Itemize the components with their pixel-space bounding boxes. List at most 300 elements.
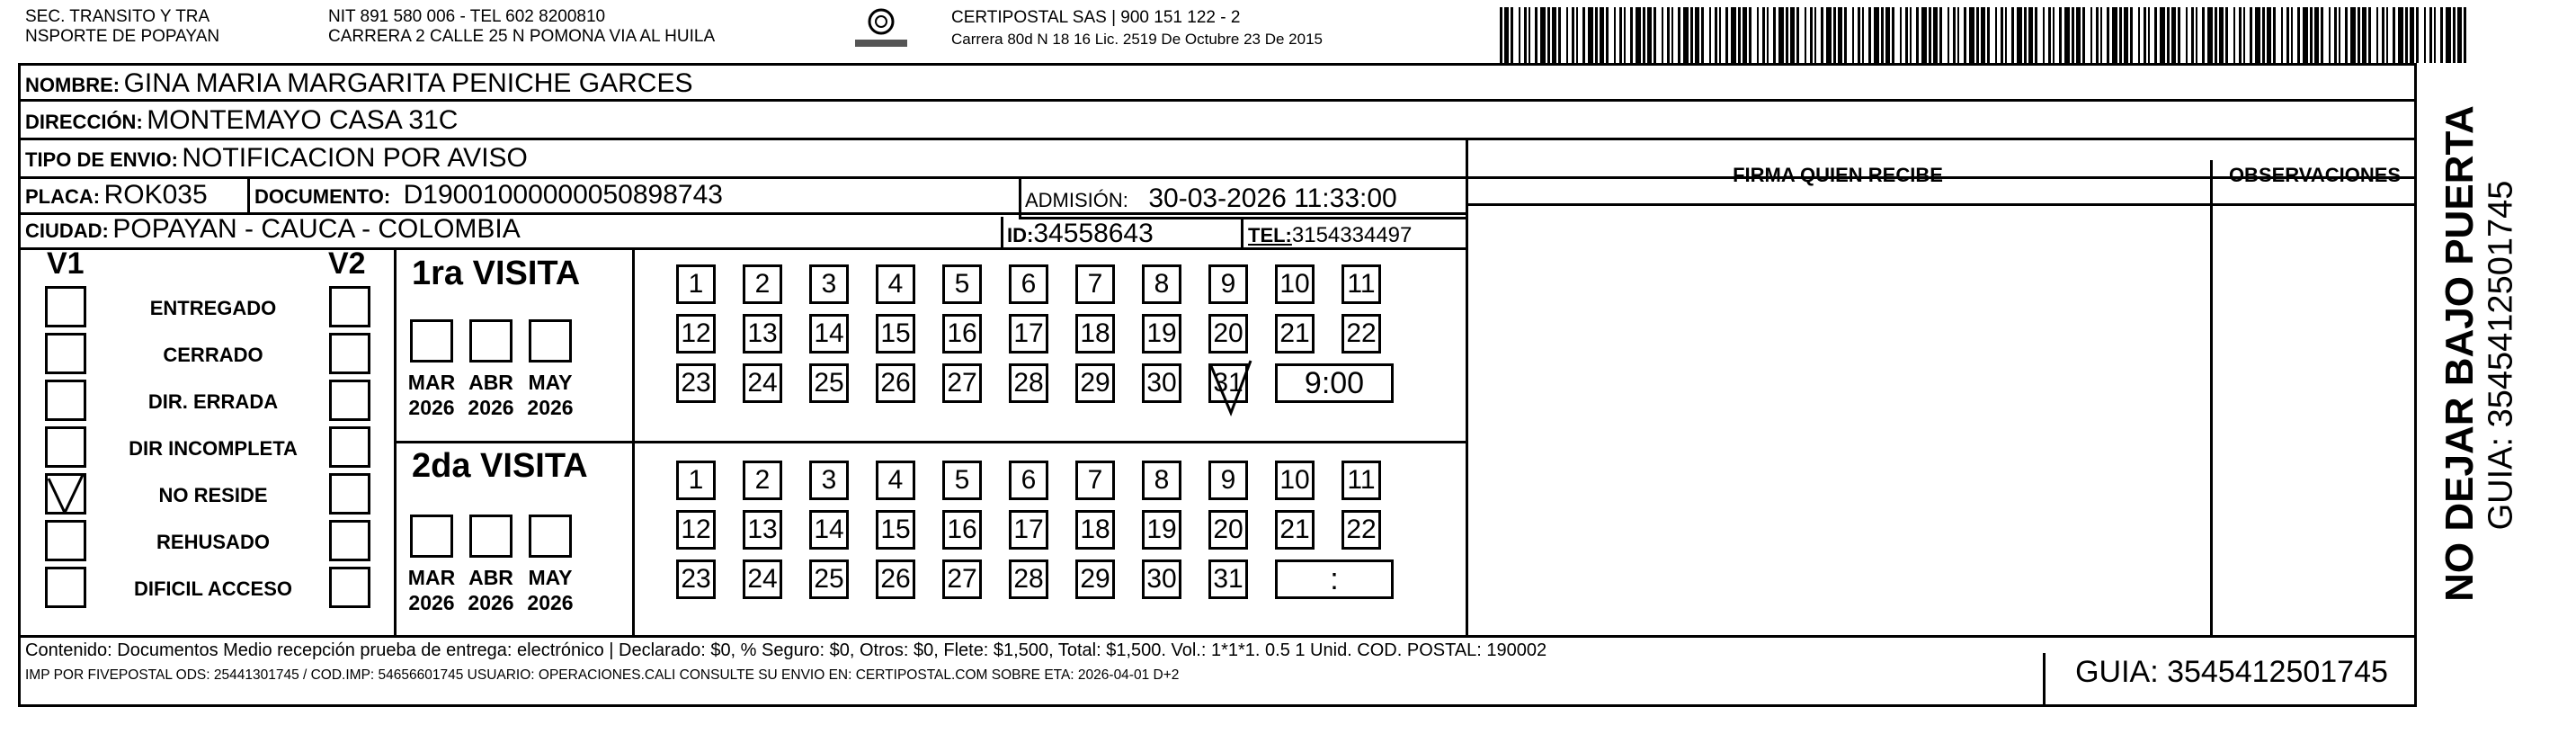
month-label: MAR 2026 xyxy=(407,371,456,419)
barcode-bar xyxy=(1821,7,1823,63)
second-visit-day-box[interactable]: 12 xyxy=(676,510,716,550)
barcode-bar xyxy=(1810,7,1813,63)
barcode-bar xyxy=(1881,7,1884,63)
barcode-bar xyxy=(2171,7,2176,63)
id-value: 34558643 xyxy=(1033,219,1154,248)
barcode-bar xyxy=(2339,7,2340,63)
barcode-bar xyxy=(2215,7,2217,63)
second-visit-day-box[interactable]: 29 xyxy=(1075,559,1115,599)
barcode-bar xyxy=(1695,7,1699,63)
first-visit-day-box[interactable]: 2 xyxy=(743,264,782,304)
month-checkbox-may[interactable] xyxy=(529,319,572,363)
tipo-value: NOTIFICACION POR AVISO xyxy=(182,143,528,173)
first-visit-day-box[interactable]: 21 xyxy=(1275,314,1315,354)
first-visit-day-box[interactable]: 13 xyxy=(743,314,782,354)
barcode-bar xyxy=(2048,7,2051,63)
first-visit-label: 1ra VISITA xyxy=(412,255,581,292)
barcode-bar xyxy=(1630,7,1633,63)
row-divider xyxy=(18,99,2417,102)
barcode-bar xyxy=(2310,7,2313,63)
barcode-bar xyxy=(1916,7,1919,63)
barcode-bar xyxy=(2112,7,2117,63)
barcode-bar xyxy=(2267,7,2271,63)
barcode-bar xyxy=(1743,7,1747,63)
v2-label: V2 xyxy=(328,246,366,281)
first-visit-day-box[interactable]: 24 xyxy=(743,363,782,403)
barcode-bar xyxy=(2024,7,2027,63)
barcode-bar xyxy=(1731,7,1736,63)
barcode-bar xyxy=(1582,7,1585,63)
barcode-bar xyxy=(1814,7,1816,63)
month-checkbox-may[interactable] xyxy=(529,515,572,558)
second-visit-day-box[interactable]: 13 xyxy=(743,510,782,550)
documento-row xyxy=(254,180,723,210)
barcode-bar xyxy=(2028,7,2033,63)
month-checkbox-abr[interactable] xyxy=(469,319,513,363)
first-visit-day-box[interactable]: 4 xyxy=(876,264,915,304)
status-label: DIR. ERRADA xyxy=(147,390,279,413)
first-visit-day-box[interactable]: 27 xyxy=(942,363,982,403)
second-visit-day-box[interactable]: 3 xyxy=(809,461,849,500)
barcode-bar xyxy=(2321,7,2323,63)
tel-row xyxy=(1248,223,1412,248)
footer-content: Contenido: Documentos Medio recepción prueba de entrega: electrónico | Declarado: $0, % Seguro: $0, Otros: $0, Flete: $1,500, Total: $1,500. Vol.: 1*1*1. 0.5 1 Unid. COD. POSTAL: 190002 xyxy=(25,640,1547,660)
first-visit-day-box[interactable]: 11 xyxy=(1341,264,1381,304)
barcode-bar xyxy=(1678,7,1680,63)
status-label: NO RESIDE xyxy=(158,484,268,506)
first-visit-day-box[interactable]: 20 xyxy=(1208,314,1248,354)
barcode-bar xyxy=(1636,7,1641,63)
barcode-bar xyxy=(2130,7,2133,63)
first-visit-time-box[interactable]: 9:00 xyxy=(1275,363,1394,403)
first-visit-day-box[interactable]: 17 xyxy=(1009,314,1048,354)
first-visit-day-box[interactable]: 8 xyxy=(1142,264,1181,304)
barcode-bar xyxy=(1885,7,1890,63)
barcode-bar xyxy=(2393,7,2395,63)
barcode-bar xyxy=(1767,7,1769,63)
barcode-bar xyxy=(2386,7,2388,63)
barcode-bar xyxy=(1858,7,1860,63)
barcode-bar xyxy=(2440,7,2443,63)
barcode-bar xyxy=(1786,7,1788,63)
barcode-bar xyxy=(2362,7,2367,63)
barcode-bar xyxy=(2281,7,2283,63)
barcode-bar xyxy=(2453,7,2456,63)
barcode-bar xyxy=(2017,7,2022,63)
observaciones-label: OBSERVACIONES xyxy=(2228,164,2402,186)
barcode-bar xyxy=(2429,7,2432,63)
barcode-bar xyxy=(1504,7,1509,63)
barcode-bar xyxy=(2043,7,2045,63)
second-visit-day-box[interactable]: 25 xyxy=(809,559,849,599)
barcode-bar xyxy=(1953,7,1956,63)
barcode-bar xyxy=(1900,7,1902,63)
barcode-bar xyxy=(2082,7,2085,63)
second-visit-day-box[interactable]: 24 xyxy=(743,559,782,599)
second-visit-day-box[interactable]: 17 xyxy=(1009,510,1048,550)
first-visit-day-box[interactable]: 14 xyxy=(809,314,849,354)
barcode-bar xyxy=(2035,7,2037,63)
day-mark-icon xyxy=(1204,357,1258,420)
barcode-bar xyxy=(2219,7,2224,63)
nombre-value: GINA MARIA MARGARITA PENICHE GARCES xyxy=(123,68,693,98)
row-divider xyxy=(394,441,1466,443)
barcode-bar xyxy=(1540,7,1546,63)
barcode-bar xyxy=(1969,7,1974,63)
barcode-bar xyxy=(1624,7,1626,63)
month-label: MAR 2026 xyxy=(407,566,456,614)
barcode-bar xyxy=(1683,7,1689,63)
second-visit-day-box[interactable]: 28 xyxy=(1009,559,1048,599)
barcode-bar xyxy=(1662,7,1663,63)
second-visit-day-box[interactable]: 19 xyxy=(1142,510,1181,550)
month-label: ABR 2026 xyxy=(468,371,514,419)
side-guia-block xyxy=(2474,117,2528,630)
barcode-bar xyxy=(1964,7,1966,63)
barcode-bar xyxy=(1667,7,1670,63)
barcode-bar xyxy=(1757,7,1759,63)
barcode-bar xyxy=(1701,7,1704,63)
v2-checkbox[interactable] xyxy=(329,380,370,421)
ciudad-row xyxy=(25,214,521,245)
barcode-bar xyxy=(2005,7,2007,63)
second-visit-day-box[interactable]: 27 xyxy=(942,559,982,599)
barcode-bar xyxy=(2286,7,2289,63)
barcode-bar xyxy=(2148,7,2150,63)
barcode-bar xyxy=(2144,7,2146,63)
barcode-bar xyxy=(2314,7,2319,63)
barcode-bar xyxy=(2225,7,2228,63)
tel-label: TEL: xyxy=(1248,224,1292,246)
second-visit-day-box[interactable]: 20 xyxy=(1208,510,1248,550)
v2-checkbox[interactable] xyxy=(329,567,370,608)
barcode-bar xyxy=(2250,7,2252,63)
sender-line2: NSPORTE DE POPAYAN xyxy=(25,27,220,46)
firma-label: FIRMA QUIEN RECIBE xyxy=(1733,164,1943,186)
side-guia-text: GUIA: 3545412501745 xyxy=(2482,180,2520,531)
barcode-bar xyxy=(1987,7,1990,63)
v2-checkbox[interactable] xyxy=(329,333,370,374)
v1-checkbox[interactable] xyxy=(45,567,86,608)
barcode-bar xyxy=(1614,7,1616,63)
direccion-label: DIRECCIÓN: xyxy=(25,111,143,133)
barcode-bar xyxy=(2178,7,2180,63)
barcode-bar xyxy=(2119,7,2122,63)
placa-row xyxy=(25,180,208,210)
first-visit-day-box[interactable]: 12 xyxy=(676,314,716,354)
barcode-bar xyxy=(1852,7,1854,63)
barcode-bar xyxy=(1552,7,1556,63)
status-label: REHUSADO xyxy=(156,531,270,553)
nit-block xyxy=(328,7,715,47)
observations-area[interactable] xyxy=(2213,206,2417,635)
barcode-bar xyxy=(1619,7,1622,63)
barcode-bar xyxy=(2096,7,2099,63)
check-mark-icon xyxy=(45,473,86,515)
barcode-bar xyxy=(2076,7,2081,63)
admision-label: ADMISIÓN: xyxy=(1025,189,1128,211)
first-visit-day-box[interactable]: 29 xyxy=(1075,363,1115,403)
placa-label: PLACA: xyxy=(25,185,101,208)
company-line1: CERTIPOSTAL SAS | 900 151 122 - 2 xyxy=(951,8,1241,27)
status-label: CERRADO xyxy=(163,344,263,366)
company-block xyxy=(951,7,1323,50)
barcode-bar xyxy=(1826,7,1832,63)
barcode-bar xyxy=(2138,7,2140,63)
first-visit-day-box[interactable]: 25 xyxy=(809,363,849,403)
second-visit-day-box[interactable]: 18 xyxy=(1075,510,1115,550)
barcode-bar xyxy=(2410,7,2414,63)
nombre-label: NOMBRE: xyxy=(25,74,120,96)
column-divider xyxy=(1001,217,1003,247)
barcode-bar xyxy=(1868,7,1871,63)
barcode-bar xyxy=(1576,7,1578,63)
first-visit-day-box[interactable]: 6 xyxy=(1009,264,1048,304)
barcode-bar xyxy=(1738,7,1741,63)
barcode-bar xyxy=(2291,7,2293,63)
v1-label: V1 xyxy=(47,246,85,281)
barcode-bar xyxy=(1500,7,1502,63)
second-visit-day-box[interactable]: 22 xyxy=(1341,510,1381,550)
second-visit-day-box[interactable]: 9 xyxy=(1208,461,1248,500)
barcode-bar xyxy=(1778,7,1784,63)
first-visit-day-box[interactable]: 26 xyxy=(876,363,915,403)
barcode-bar xyxy=(1862,7,1864,63)
logo-icon xyxy=(850,4,913,50)
second-visit-day-box[interactable]: 7 xyxy=(1075,461,1115,500)
second-visit-day-box[interactable]: 30 xyxy=(1142,559,1181,599)
first-visit-day-box[interactable]: 19 xyxy=(1142,314,1181,354)
barcode-bar xyxy=(2358,7,2360,63)
barcode-bar xyxy=(2405,7,2408,63)
barcode-bar xyxy=(2090,7,2092,63)
barcode-bar xyxy=(2368,7,2371,63)
footer-impresion: IMP POR FIVEPOSTAL ODS: 25441301745 / COD.IMP: 54656601745 USUARIO: OPERACIONES.CALI CONSULTE SU ENVIO EN: CERTIPOSTAL.COM SOBRE ETA: 2026-04-01 D+2 xyxy=(25,667,1180,683)
column-divider xyxy=(1241,217,1243,247)
row-divider xyxy=(18,635,2417,638)
second-visit-day-box[interactable]: 23 xyxy=(676,559,716,599)
barcode-bar xyxy=(2207,7,2213,63)
second-visit-day-box[interactable]: 5 xyxy=(942,461,982,500)
v1-checkbox[interactable] xyxy=(45,333,86,374)
direccion-row xyxy=(25,105,458,136)
month-label: MAY 2026 xyxy=(527,566,574,614)
first-visit-day-box[interactable]: 5 xyxy=(942,264,982,304)
first-visit-day-box[interactable]: 22 xyxy=(1341,314,1381,354)
second-visit-day-box[interactable]: 4 xyxy=(876,461,915,500)
second-visit-day-box[interactable]: 2 xyxy=(743,461,782,500)
second-visit-day-box[interactable]: 21 xyxy=(1275,510,1315,550)
barcode-bar xyxy=(2107,7,2109,63)
barcode-bar xyxy=(2196,7,2197,63)
barcode-bar xyxy=(2167,7,2170,63)
barcode-bar xyxy=(1939,7,1942,63)
status-label: ENTREGADO xyxy=(149,297,277,319)
barcode-bar xyxy=(2233,7,2235,63)
month-checkbox-mar[interactable] xyxy=(410,515,453,558)
barcode-bar xyxy=(1838,7,1842,63)
v1-checkbox[interactable] xyxy=(45,426,86,468)
barcode-graphic xyxy=(1500,7,2471,63)
barcode-bar xyxy=(1529,7,1530,63)
barcode-bar xyxy=(2273,7,2276,63)
ciudad-value: POPAYAN - CAUCA - COLOMBIA xyxy=(112,214,521,244)
first-visit-day-box[interactable]: 18 xyxy=(1075,314,1115,354)
id-label: ID: xyxy=(1007,224,1034,246)
barcode-bar xyxy=(2191,7,2194,63)
barcode-bar xyxy=(2053,7,2055,63)
barcode-bar xyxy=(1892,7,1894,63)
barcode-bar xyxy=(2416,7,2419,63)
barcode-bar xyxy=(1957,7,1959,63)
certipostal-logo xyxy=(850,4,913,50)
month-label: MAY 2026 xyxy=(527,371,574,419)
first-visit-day-box[interactable]: 1 xyxy=(676,264,716,304)
second-visit-day-box[interactable]: 11 xyxy=(1341,461,1381,500)
status-label: DIFICIL ACCESO xyxy=(133,577,292,600)
barcode-bar xyxy=(2464,7,2466,63)
barcode-bar xyxy=(1905,7,1908,63)
month-label: ABR 2026 xyxy=(468,566,514,614)
v2-checkbox[interactable] xyxy=(329,520,370,561)
barcode-bar xyxy=(2186,7,2188,63)
barcode xyxy=(1500,7,2471,63)
tipo-label: TIPO DE ENVIO: xyxy=(25,148,178,171)
barcode-bar xyxy=(2303,7,2308,63)
barcode-bar xyxy=(1715,7,1717,63)
first-visit-day-box[interactable]: 31 xyxy=(1208,363,1248,403)
barcode-bar xyxy=(1773,7,1776,63)
v1-checkbox[interactable] xyxy=(45,380,86,421)
barcode-bar xyxy=(1595,7,1598,63)
first-visit-day-box[interactable]: 10 xyxy=(1275,264,1315,304)
barcode-bar xyxy=(2001,7,2003,63)
month-checkbox-abr[interactable] xyxy=(469,515,513,558)
second-visit-day-box[interactable]: 8 xyxy=(1142,461,1181,500)
id-row xyxy=(1007,219,1154,249)
nit-line2: CARRERA 2 CALLE 25 N POMONA VIA AL HUILA xyxy=(328,27,716,46)
sender-line1: SEC. TRANSITO Y TRA xyxy=(25,7,210,26)
first-visit-day-box[interactable]: 23 xyxy=(676,363,716,403)
footer-guia: GUIA: 3545412501745 xyxy=(2075,655,2388,689)
second-visit-day-box[interactable]: 6 xyxy=(1009,461,1048,500)
admision-value: 30-03-2026 11:33:00 xyxy=(1148,184,1397,213)
barcode-bar xyxy=(1995,7,1997,63)
barcode-bar xyxy=(2100,7,2102,63)
tipo-row xyxy=(25,143,528,174)
barcode-bar xyxy=(2124,7,2128,63)
v1-checkbox[interactable] xyxy=(45,520,86,561)
first-visit-day-box[interactable]: 16 xyxy=(942,314,982,354)
barcode-bar xyxy=(1709,7,1711,63)
first-visit-day-box[interactable]: 3 xyxy=(809,264,849,304)
barcode-bar xyxy=(1910,7,1912,63)
barcode-bar xyxy=(1524,7,1527,63)
month-checkbox-mar[interactable] xyxy=(410,319,453,363)
column-divider xyxy=(2043,653,2046,707)
barcode-bar xyxy=(2376,7,2378,63)
barcode-bar xyxy=(2154,7,2157,63)
barcode-bar xyxy=(1749,7,1752,63)
barcode-bar xyxy=(1535,7,1538,63)
barcode-bar xyxy=(1981,7,1985,63)
barcode-bar xyxy=(1719,7,1721,63)
tel-value: 3154334497 xyxy=(1291,223,1413,247)
signature-area[interactable] xyxy=(1468,206,2210,635)
second-visit-day-box[interactable]: 10 xyxy=(1275,461,1315,500)
barcode-bar xyxy=(2160,7,2165,63)
first-visit-day-box[interactable]: 28 xyxy=(1009,363,1048,403)
v2-checkbox[interactable] xyxy=(329,286,370,327)
second-visit-day-box[interactable]: 1 xyxy=(676,461,716,500)
first-visit-day-box[interactable]: 15 xyxy=(876,314,915,354)
nit-line1: NIT 891 580 006 - TEL 602 8200810 xyxy=(328,7,606,26)
second-visit-day-box[interactable]: 16 xyxy=(942,510,982,550)
barcode-bar xyxy=(1948,7,1949,63)
barcode-bar xyxy=(1519,7,1520,63)
second-visit-day-box[interactable]: 15 xyxy=(876,510,915,550)
first-visit-day-box[interactable]: 30 xyxy=(1142,363,1181,403)
placa-value: ROK035 xyxy=(103,180,208,210)
barcode-bar xyxy=(2424,7,2426,63)
barcode-bar xyxy=(2398,7,2403,63)
nombre-row xyxy=(25,68,692,99)
second-visit-day-box[interactable]: 14 xyxy=(809,510,849,550)
barcode-bar xyxy=(1572,7,1574,63)
ciudad-label: CIUDAD: xyxy=(25,219,109,242)
barcode-bar xyxy=(2434,7,2436,63)
first-visit-day-box[interactable]: 7 xyxy=(1075,264,1115,304)
v1-checkbox[interactable] xyxy=(45,473,86,515)
barcode-bar xyxy=(2255,7,2260,63)
barcode-bar xyxy=(2334,7,2337,63)
barcode-bar xyxy=(2446,7,2451,63)
barcode-bar xyxy=(1643,7,1645,63)
second-visit-day-box[interactable]: 31 xyxy=(1208,559,1248,599)
barcode-bar xyxy=(1874,7,1879,63)
barcode-bar xyxy=(1933,7,1938,63)
barcode-bar xyxy=(1588,7,1593,63)
barcode-bar xyxy=(2297,7,2300,63)
no-dejar-text: NO DEJAR BAJO PUERTA xyxy=(2438,105,2482,602)
direccion-value: MONTEMAYO CASA 31C xyxy=(147,105,459,135)
barcode-bar xyxy=(1690,7,1693,63)
barcode-bar xyxy=(1647,7,1652,63)
company-line2: Carrera 80d N 18 16 Lic. 2519 De Octubre 23 De 2015 xyxy=(951,31,1323,48)
barcode-bar xyxy=(1921,7,1927,63)
barcode-bar xyxy=(2064,7,2070,63)
barcode-bar xyxy=(1725,7,1728,63)
second-visit-time-box[interactable]: : xyxy=(1275,559,1394,599)
barcode-bar xyxy=(2243,7,2245,63)
second-visit-day-box[interactable]: 26 xyxy=(876,559,915,599)
barcode-bar xyxy=(1653,7,1656,63)
barcode-bar xyxy=(1929,7,1931,63)
v2-checkbox[interactable] xyxy=(329,426,370,468)
column-divider xyxy=(1019,176,1021,217)
v2-checkbox[interactable] xyxy=(329,473,370,515)
barcode-bar xyxy=(2262,7,2265,63)
status-label: DIR INCOMPLETA xyxy=(129,437,298,460)
first-visit-day-box[interactable]: 9 xyxy=(1208,264,1248,304)
barcode-bar xyxy=(2239,7,2242,63)
barcode-bar xyxy=(1762,7,1765,63)
barcode-bar xyxy=(2350,7,2356,63)
sender-block xyxy=(25,7,219,47)
v1-checkbox[interactable] xyxy=(45,286,86,327)
second-visit-label: 2da VISITA xyxy=(412,447,588,485)
barcode-bar xyxy=(1558,7,1561,63)
